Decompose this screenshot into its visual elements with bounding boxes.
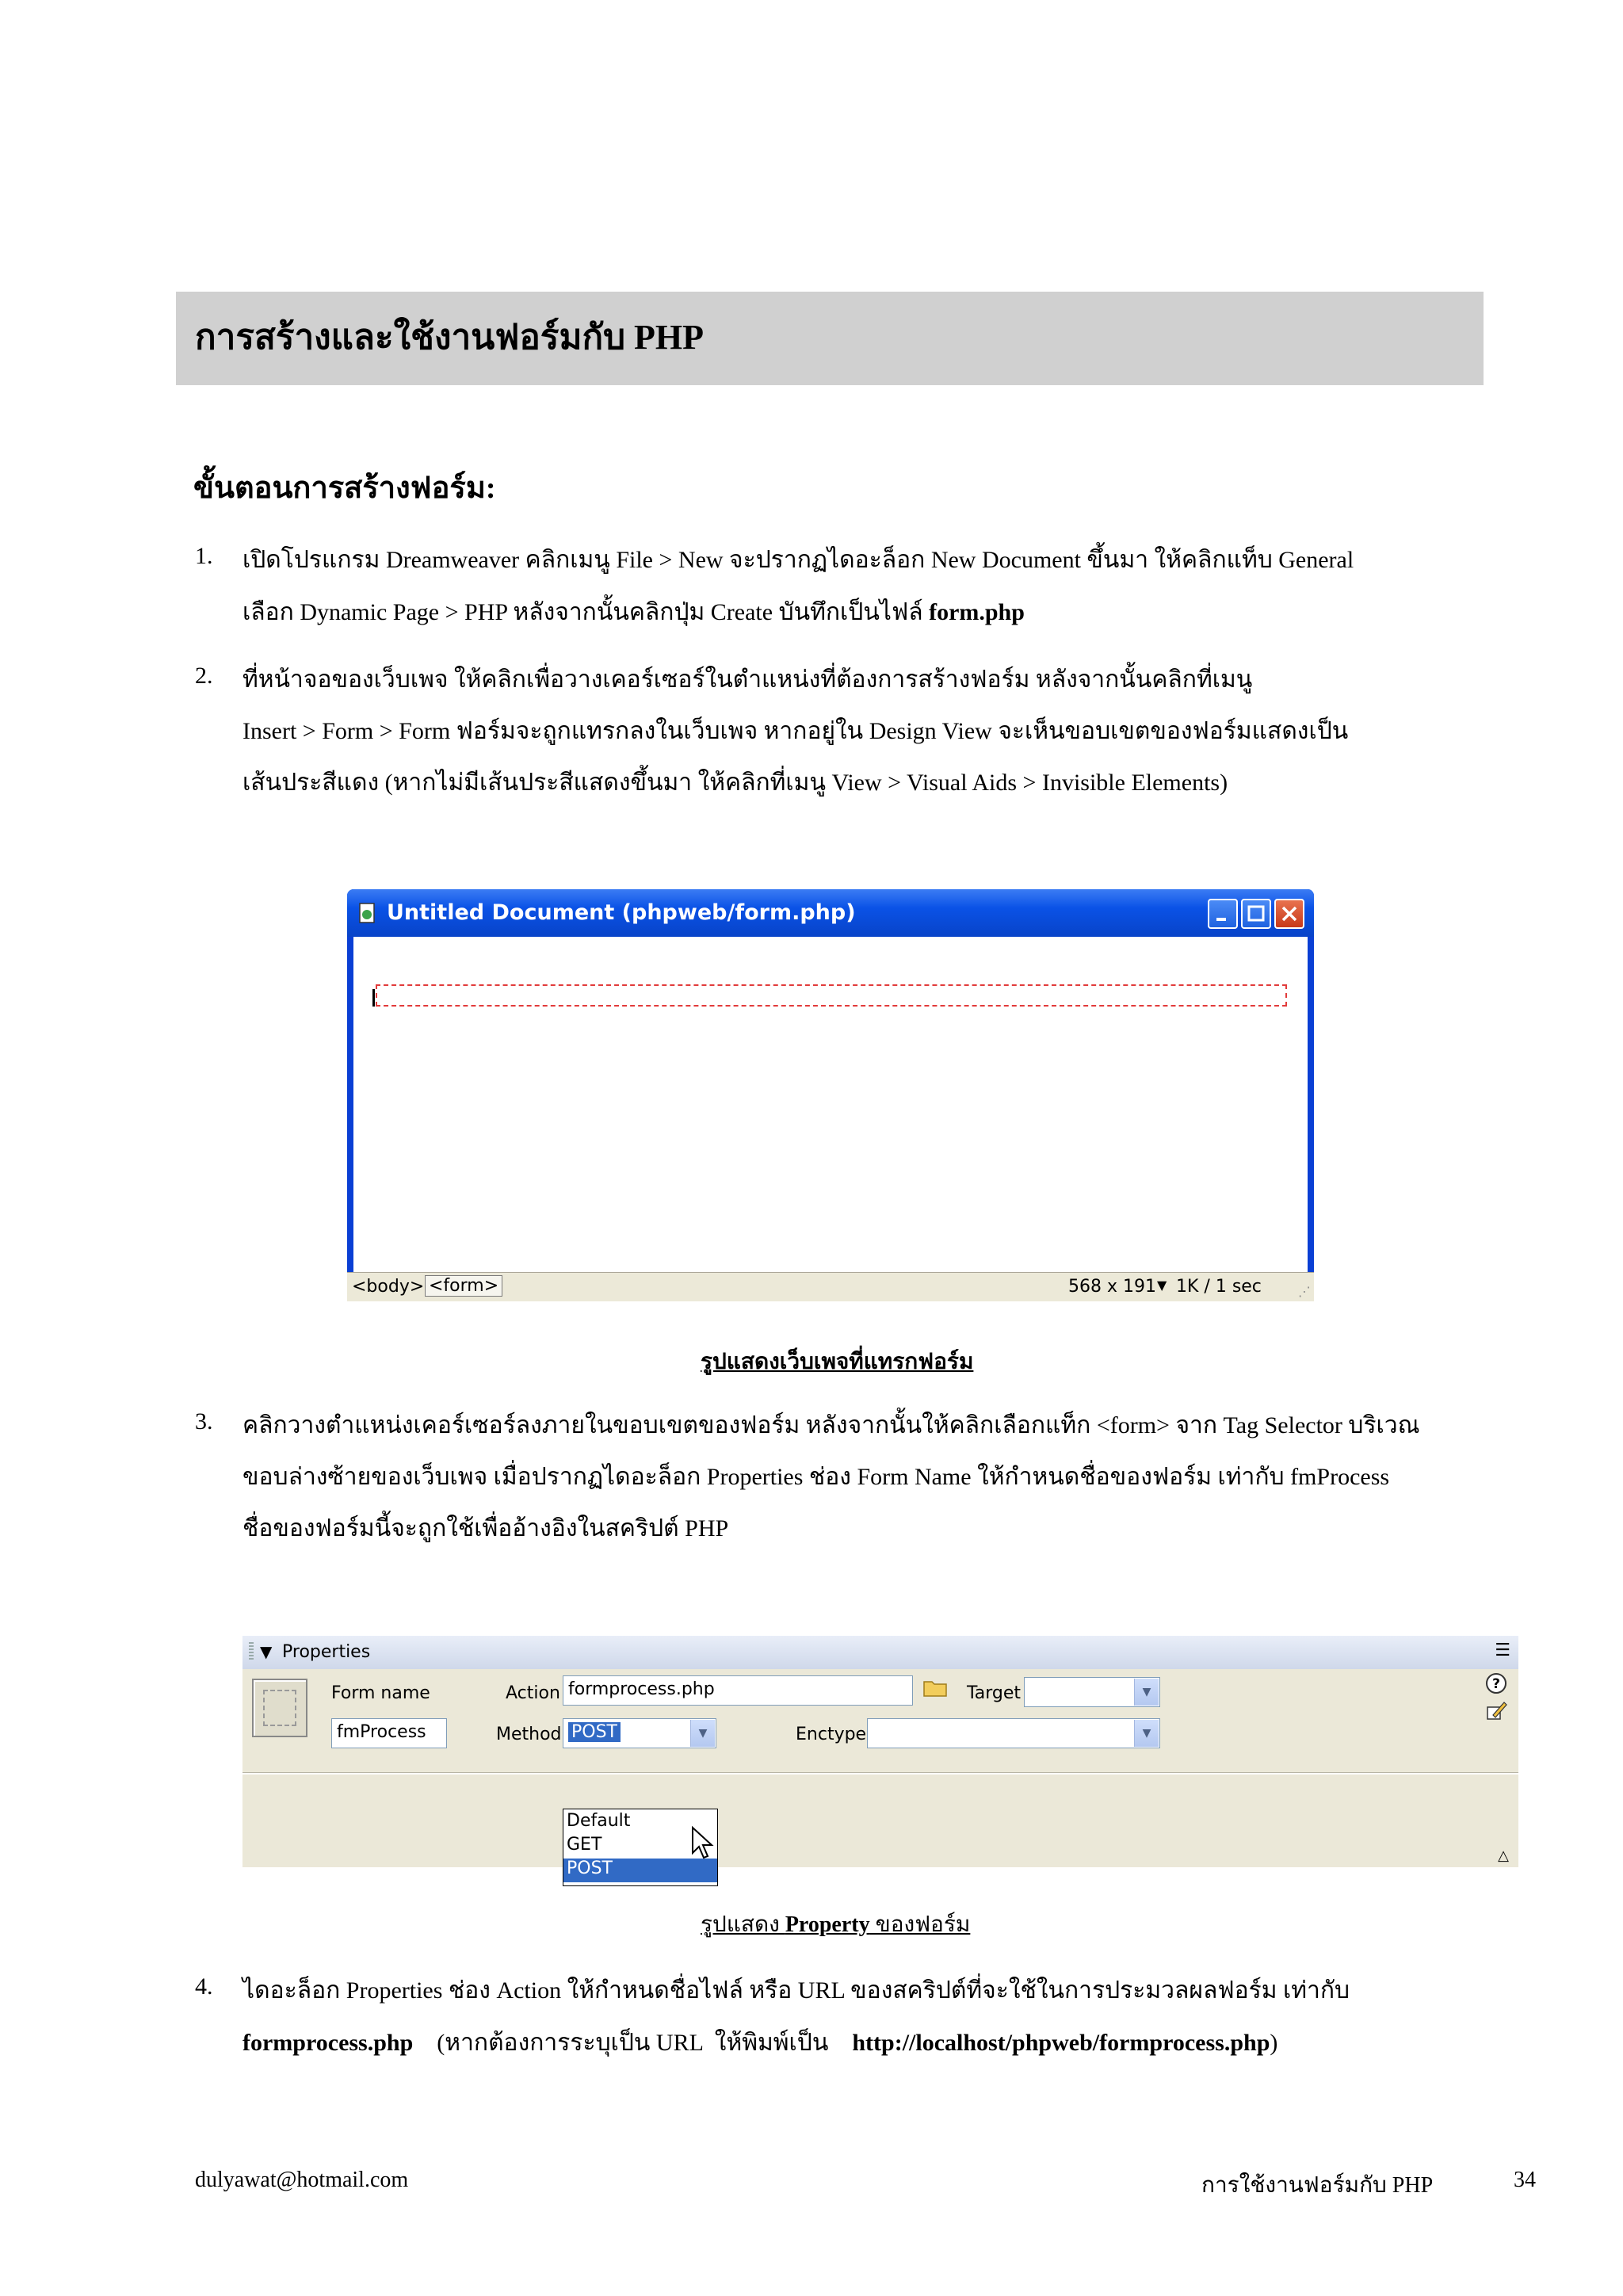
page-title: การสร้างและใช้งานฟอร์มกับ PHP: [195, 318, 704, 357]
step-2-number: 2.: [195, 663, 213, 689]
minimize-button[interactable]: [1208, 899, 1238, 929]
help-icon[interactable]: [1485, 1672, 1507, 1694]
step-1-number: 1.: [195, 543, 213, 569]
step-1-line-2: เลือก Dynamic Page > PHP หลังจากนั้นคลิกปุ่ม Create บันทึกเป็นไฟล์ form.php: [242, 599, 1025, 625]
form-icon: [252, 1679, 307, 1737]
text-cursor: [372, 989, 375, 1007]
window-size-dropdown-icon[interactable]: ▼: [1157, 1278, 1167, 1293]
method-selected-value: POST: [568, 1722, 621, 1742]
form-name-label: Form name: [331, 1683, 430, 1703]
enctype-select[interactable]: [867, 1718, 1160, 1748]
step-1-filename: form.php: [929, 599, 1025, 625]
resize-grip-icon[interactable]: ⋰: [1298, 1284, 1311, 1299]
section-heading: ขั้นตอนการสร้างฟอร์ม:: [193, 472, 496, 505]
step-3-line-1: คลิกวางตำแหน่งเคอร์เซอร์ลงภายในขอบเขตของฟอร์ม หลังจากนั้นให้คลิกเลือกแท็ก <form> จาก Tag Selector บริเวณ: [242, 1412, 1420, 1438]
action-field[interactable]: formprocess.php: [563, 1675, 913, 1706]
document-icon: [358, 902, 377, 924]
design-view[interactable]: [353, 937, 1308, 1295]
page-number: 34: [1514, 2168, 1536, 2192]
drag-handle[interactable]: [249, 1642, 254, 1661]
window-titlebar[interactable]: [347, 889, 1314, 937]
method-option-default[interactable]: Default: [567, 1811, 631, 1831]
status-bar: [347, 1272, 1314, 1301]
options-menu-icon[interactable]: ☰: [1495, 1641, 1510, 1660]
step-3-line-3: ชื่อของฟอร์มนี้จะถูกใช้เพื่ออ้างอิงในสคริปต์ PHP: [242, 1515, 729, 1541]
edit-icon[interactable]: [1485, 1699, 1507, 1721]
browse-folder-icon[interactable]: [922, 1677, 948, 1698]
tag-selector-form[interactable]: <form>: [425, 1275, 502, 1297]
maximize-icon: [1243, 900, 1270, 927]
mouse-cursor-icon: [691, 1826, 715, 1861]
enctype-label: Enctype: [796, 1725, 867, 1744]
title-band: [176, 292, 1484, 385]
step-4-line-2: formprocess.php (หากต้องการระบุเป็น URL ให้พิมพ์เป็น http://localhost/phpweb/formprocess.php): [242, 2030, 1278, 2056]
form-name-field[interactable]: fmProcess: [331, 1718, 447, 1748]
form-boundary[interactable]: [376, 984, 1287, 1007]
figure-1-caption: รูปแสดงเว็บเพจที่แทรกฟอร์ม: [701, 1350, 974, 1374]
method-option-post[interactable]: POST: [563, 1859, 717, 1882]
action-label: Action: [506, 1683, 560, 1703]
method-select[interactable]: [563, 1718, 716, 1748]
method-label: Method: [496, 1725, 562, 1744]
download-time: 1K / 1 sec: [1176, 1277, 1262, 1297]
figure-2-caption: รูปแสดง Property ของฟอร์ม: [701, 1912, 971, 1937]
chevron-down-icon[interactable]: ▼: [1134, 1679, 1159, 1706]
properties-panel: [242, 1636, 1518, 1878]
chevron-down-icon[interactable]: ▼: [690, 1720, 715, 1747]
step-3-number: 3.: [195, 1408, 213, 1435]
step-2-line-3: เส้นประสีแดง (หากไม่มีเส้นประสีแสดงขึ้นมา ให้คลิกที่เมนู View > Visual Aids > Invisible Elements): [242, 770, 1228, 796]
close-button[interactable]: [1274, 899, 1304, 929]
footer-email: dulyawat@hotmail.com: [195, 2168, 409, 2192]
step-4-line-1: ไดอะล็อก Properties ช่อง Action ให้กำหนดชื่อไฟล์ หรือ URL ของสคริปต์ที่จะใช้ในการประมวลผลฟอร์ม เท่ากับ: [242, 1977, 1350, 2004]
window-title: Untitled Document (phpweb/form.php): [387, 900, 856, 925]
minimize-icon: [1209, 900, 1236, 927]
step-3-line-2: ขอบล่างซ้ายของเว็บเพจ เมื่อปรากฏไดอะล็อก Properties ช่อง Form Name ให้กำหนดชื่อของฟอร์ม เท่ากับ fmProcess: [242, 1464, 1390, 1490]
window-size[interactable]: 568 x 191: [1068, 1277, 1156, 1297]
chevron-down-icon[interactable]: ▼: [1134, 1720, 1159, 1747]
footer-doc-title: การใช้งานฟอร์มกับ PHP: [1201, 2173, 1434, 2198]
step-4-number: 4.: [195, 1973, 213, 2000]
step-2-line-1: ที่หน้าจอของเว็บเพจ ให้คลิกเพื่อวางเคอร์เซอร์ในตำแหน่งที่ต้องการสร้างฟอร์ม หลังจากนั้นคลิกที่เมนู: [242, 667, 1253, 693]
collapse-triangle-icon[interactable]: ▼: [260, 1642, 273, 1661]
panel-divider: [242, 1772, 1518, 1775]
properties-body: [242, 1669, 1518, 1867]
tag-selector-body[interactable]: <body>: [352, 1277, 425, 1297]
properties-header[interactable]: [242, 1636, 1518, 1670]
close-icon: [1276, 900, 1303, 927]
expand-icon[interactable]: △: [1498, 1847, 1509, 1864]
document-window: [347, 889, 1314, 1301]
maximize-button[interactable]: [1241, 899, 1271, 929]
properties-title: Properties: [282, 1642, 371, 1662]
target-select[interactable]: [1024, 1677, 1160, 1707]
step-2-line-2: Insert > Form > Form ฟอร์มจะถูกแทรกลงในเว็บเพจ หากอยู่ใน Design View จะเห็นขอบเขตของฟอร์มแสดงเป็น: [242, 718, 1349, 744]
target-label: Target: [967, 1683, 1022, 1703]
svg-text:?: ?: [1492, 1676, 1500, 1692]
step-1-line-1: เปิดโปรแกรม Dreamweaver คลิกเมนู File > New จะปรากฏไดอะล็อก New Document ขึ้นมา ให้คลิกแท็บ General: [242, 547, 1354, 573]
method-option-get[interactable]: GET: [567, 1835, 602, 1855]
